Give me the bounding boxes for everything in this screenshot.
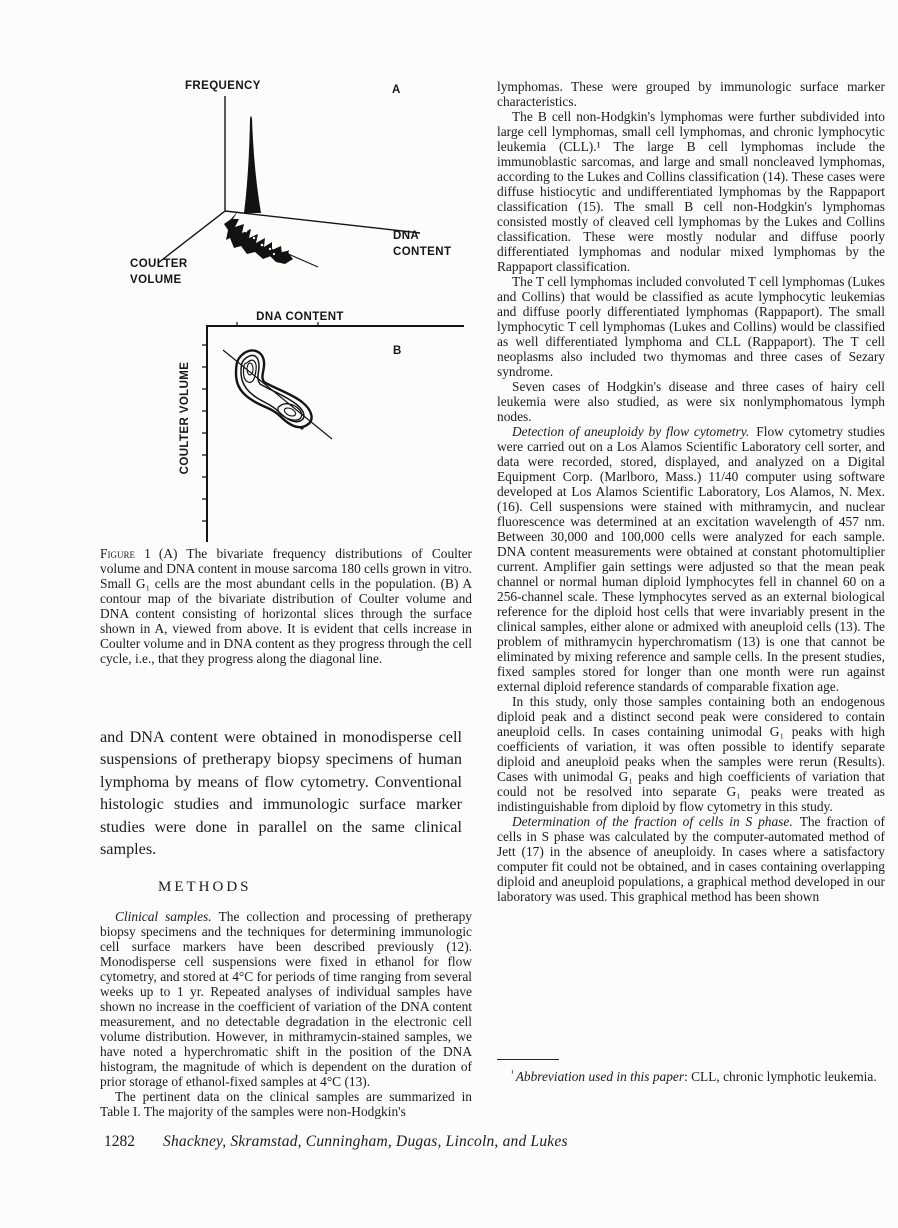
panel-a-dna-axis-label-line2: CONTENT (393, 246, 452, 258)
figure-caption (100, 546, 472, 666)
panel-a-label: A (392, 84, 401, 96)
methods-heading: METHODS (158, 879, 252, 895)
panel-b-label: B (393, 345, 402, 357)
paragraph: In this study, only those samples containing both an endogenous diploid peak and a distinct second peak were considered to contain aneuploid cells. In cases containing unimodal G₁ peaks with high coefficients of variation, it was often possible to identify separate diploid and aneuploid peaks when the samples were rerun (Results). Cases with unimodal G₁ peaks and high coefficients of variation that could not be resolved into separate G₁ peaks were treated as indistinguishable from diploid by flow cytometry in this study. (497, 694, 885, 814)
panel-a-coulter-axis-label-line2: VOLUME (130, 274, 182, 286)
paragraph-lead: Determination of the fraction of cells in S phase. (512, 814, 793, 829)
panel-a-right-axis (225, 211, 420, 233)
paragraph: Determination of the fraction of cells in S phase. The fraction of cells in S phase was calculated by the computer-automated method of Jett (17) in the absence of aneuploidy. In cases where a satisfactory computer fit could not be obtained, and in cases containing overlapping diploid and aneuploid populations, a graphical method developed in our laboratory was used. This graphical method has been shown (497, 814, 885, 904)
footnote-divider (497, 1059, 559, 1060)
panel-a-frequency-axis-label: FREQUENCY (185, 80, 261, 92)
paragraph: Detection of aneuploidy by flow cytometry. Flow cytometry studies were carried out on a Los Alamos Scientific Laboratory cell sorter, and data were recorded, stored, displayed, and analyzed on a Digital Equipment Corp. (Marlboro, Mass.) 11/40 computer using software developed at Los Alamos Scientific Laboratory, Los Alamos, N. Mex. (16). Cell suspensions were stained with mithramycin, and nuclear fluorescence was determined at an excitation wavelength of 457 nm. Between 30,000 and 100,000 cells were analyzed for each sample. DNA content measurements were obtained at constant photomultiplier current. Amplifier gain settings were adjusted so that the mean peak channel or normal human diploid lymphocytes fell in channel 60 on a 256-channel scale. These lymphocytes served as an external biological reference for the diploid host cells that were invariably present in the clinical samples, either alone or admixed with aneuploid cells (13). The problem of mithramycin hyperchromatism (13) is one that cannot be eliminated by mixing reference and sample cells. In the present studies, fixed samples stored for longer than one month were run against external diploid reference standards of comparable fixation age. (497, 424, 885, 694)
panel-a-dna-axis-label-line1: DNA (393, 230, 420, 242)
footnote-text: : CLL, chronic lymphotic leukemia. (684, 1069, 877, 1084)
page-number: 1282 (104, 1133, 135, 1150)
paragraph: The B cell non-Hodgkin's lymphomas were further subdivided into large cell lymphomas, small cell lymphomas, and chronic lymphocytic leukemia (CLL).¹ The large B cell lymphomas include the immunoblastic sarcomas, and large and small noncleaved lymphomas, according to the Lukes and Collins classification (14). These cases were diffuse histiocytic and undifferentiated lymphomas by the Rappaport classification (15). The small B cell non-Hodgkin's lymphomas consisted mostly of cleaved cell lymphomas by the Lukes and Collins classification. These were mostly nodular and diffuse poorly differentiated lymphomas and nodular mixed lymphomas by the Rappaport classification. (497, 109, 885, 274)
panel-a-vertical-and-left-axis (158, 96, 225, 263)
panel-b-diagonal-line (223, 350, 332, 439)
paragraph-lead: Clinical samples. (115, 909, 212, 924)
paragraph: The T cell lymphomas included convoluted T cell lymphomas (Lukes and Collins) that would be classified as acute lymphocytic leukemias and diffuse poorly differentiated lymphomas (Rappaport). The small lymphocytic T cell lymphomas (Lukes and Collins) would be classified as well differentiated lymphoma and CLL (Rappaport). The T cell neoplasms also included two thymomas and three cases of Sezary syndrome. (497, 274, 885, 379)
figure-1-panel-a (100, 73, 470, 308)
figure-1-panel-b (130, 306, 470, 558)
paragraph: Clinical samples. The collection and processing of pretherapy biopsy specimens and the techniques for determining immunologic cell surface markers have been described previously (12). Monodisperse cell suspensions were fixed in ethanol for flow cytometry, and stored at 4°C for periods of time ranging from several weeks up to 1 yr. Repeated analyses of individual samples have shown no increase in the coefficient of variation of the DNA content measurement, and no detectable degradation in the electronic cell volume distribution. However, in mithramycin-stained samples, we have noted a hyperchromatic shift in the position of the DNA histogram, the magnitude of which is dependent on the duration of prior storage of ethanol-fixed samples at 4°C (13). (100, 909, 472, 1089)
panel-b-coulter-axis-label: COULTER VOLUME (179, 361, 191, 475)
paragraph: Seven cases of Hodgkin's disease and three cases of hairy cell leukemia were also studied, as were six nonlymphomatous lymph nodes. (497, 379, 885, 424)
footnote-lead: Abbreviation used in this paper (515, 1069, 685, 1084)
panel-b-contours (236, 351, 312, 428)
intro-paragraph: and DNA content were obtained in monodisperse cell suspensions of pretherapy biopsy specimens of human lymphoma by means of flow cytometry. Conventional histologic studies and immunologic surface marker studies were done in parallel on the same clinical samples. (100, 728, 462, 859)
paragraph-lead: Detection of aneuploidy by flow cytometry. (512, 424, 750, 439)
footnote-marker: ¹ (511, 1067, 514, 1078)
left-column-methods-text (100, 909, 472, 1135)
footnote (497, 1069, 885, 1084)
panel-a-coulter-axis-label-line1: COULTER (130, 258, 188, 270)
paragraph: lymphomas. These were grouped by immunologic surface marker characteristics. (497, 79, 885, 109)
panel-a-frequency-peak (244, 116, 261, 213)
figure-caption-text: (A) The bivariate frequency distributions of Coulter volume and DNA content in mouse sarcoma 180 cells grown in vitro. Small G₁ cells are the most abundant cells in the population. (B) A contour map of the bivariate distribution of Coulter volume and DNA content consisting of horizontal slices through the surface shown in A, viewed from above. It is evident that cells increase in Coulter volume and in DNA content as they progress through the cell cycle, i.e., that they progress along the diagonal line. (100, 546, 472, 666)
panel-b-plot (130, 306, 470, 558)
panel-a-plot (100, 73, 470, 308)
right-column-text (497, 79, 885, 1055)
figure-caption-number: Figure 1 (100, 546, 151, 561)
paragraph: The pertinent data on the clinical samples are summarized in Table I. The majority of the samples were non-Hodgkin's (100, 1089, 472, 1119)
running-authors: Shackney, Skramstad, Cunningham, Dugas, Lincoln, and Lukes (163, 1133, 568, 1150)
panel-b-dna-axis-label: DNA CONTENT (256, 311, 344, 323)
